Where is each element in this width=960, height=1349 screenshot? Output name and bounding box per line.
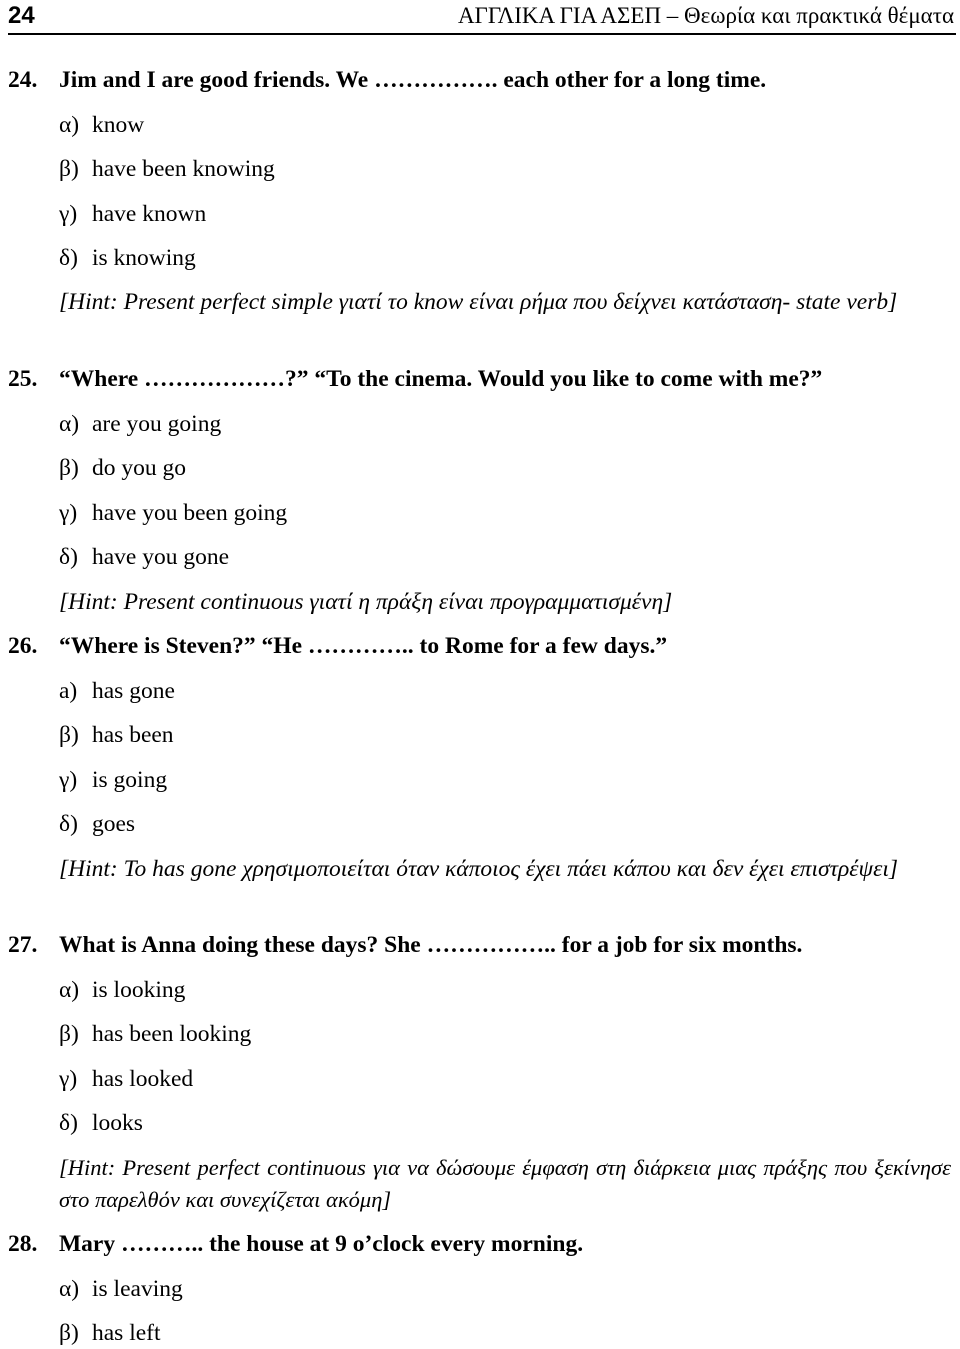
page-number: 24: [8, 2, 35, 29]
option-a: [59, 110, 144, 140]
option-text: have you been going: [92, 500, 288, 526]
question-text: “Where is Steven?” “He ………….. to Rome for a few days.”: [59, 633, 668, 659]
option-text: looks: [92, 1110, 143, 1136]
option-text: are you going: [92, 411, 222, 437]
question-number: 28.: [8, 1231, 38, 1257]
option-text: know: [92, 112, 145, 138]
option-letter: δ): [59, 811, 78, 837]
option-letter: γ): [59, 201, 78, 227]
option-b: [59, 1318, 161, 1348]
question-text: “Where ………………?” “To the cinema. Would you like to come with me?”: [59, 366, 823, 392]
option-text: has looked: [92, 1066, 194, 1092]
option-letter: δ): [59, 1110, 78, 1136]
option-text: goes: [92, 811, 136, 837]
option-text: have you gone: [92, 544, 230, 570]
question-text: Jim and I are good friends. We ……………. each other for a long time.: [59, 67, 767, 93]
running-title: ΑΓΓΛΙΚΑ ΓΙΑ ΑΣΕΠ – Θεωρία και πρακτικά θέματα: [457, 3, 954, 28]
option-letter: a): [59, 678, 78, 704]
option-letter: γ): [59, 767, 78, 793]
option-letter: β): [59, 455, 79, 481]
page-header: [8, 0, 956, 35]
option-letter: γ): [59, 1066, 78, 1092]
question-number: 24.: [8, 67, 38, 93]
option-letter: α): [59, 411, 80, 437]
option-text: do you go: [92, 455, 186, 481]
hint: [Hint: Present perfect continuous για να δώσουμε έμφαση στη διάρκεια μιας πράξης που ξεκίνησε στο παρελθόν και συνεχίζεται ακόμη]: [59, 1155, 951, 1212]
option-b: [59, 453, 186, 483]
question-number: 26.: [8, 633, 38, 659]
option-d: [59, 542, 229, 572]
hint: [Hint: Το has gone χρησιμοποιείται όταν κάποιος έχει πάει κάπου και δεν έχει επιστρέψει]: [59, 856, 899, 882]
option-c: [59, 199, 206, 229]
hint: [Hint: Present continuous γιατί η πράξη είναι προγραμματισμένη]: [59, 589, 673, 615]
option-letter: δ): [59, 245, 78, 271]
hint: [Hint: Present perfect simple γιατί το know είναι ρήμα που δείχνει κατάσταση- state verb]: [59, 289, 898, 315]
option-letter: α): [59, 112, 80, 138]
option-text: is looking: [92, 977, 186, 1003]
option-d: [59, 1108, 143, 1138]
option-a: [59, 975, 185, 1005]
option-letter: α): [59, 1276, 80, 1302]
option-c: [59, 498, 287, 528]
option-b: [59, 720, 174, 750]
option-a: [59, 1274, 183, 1304]
option-text: have been knowing: [92, 156, 275, 182]
question-text: What is Anna doing these days? She …………….. for a job for six months.: [59, 932, 803, 958]
option-text: has gone: [92, 678, 175, 704]
option-text: has been looking: [92, 1021, 252, 1047]
option-letter: γ): [59, 500, 78, 526]
option-letter: δ): [59, 544, 78, 570]
option-c: [59, 765, 167, 795]
question-number: 27.: [8, 932, 38, 958]
option-letter: β): [59, 156, 79, 182]
option-b: [59, 154, 275, 184]
option-letter: β): [59, 1320, 79, 1346]
option-text: has been: [92, 722, 174, 748]
option-a: [59, 409, 221, 439]
option-text: is leaving: [92, 1276, 183, 1302]
option-letter: β): [59, 1021, 79, 1047]
option-a: [59, 676, 175, 706]
option-letter: β): [59, 722, 79, 748]
question-text: Mary ……….. the house at 9 o’clock every morning.: [59, 1231, 584, 1257]
option-text: is going: [92, 767, 168, 793]
option-text: is knowing: [92, 245, 196, 271]
option-text: has left: [92, 1320, 161, 1346]
question-number: 25.: [8, 366, 38, 392]
option-d: [59, 243, 196, 273]
option-b: [59, 1019, 251, 1049]
option-text: have known: [92, 201, 207, 227]
option-c: [59, 1064, 193, 1094]
option-d: [59, 809, 135, 839]
option-letter: α): [59, 977, 80, 1003]
